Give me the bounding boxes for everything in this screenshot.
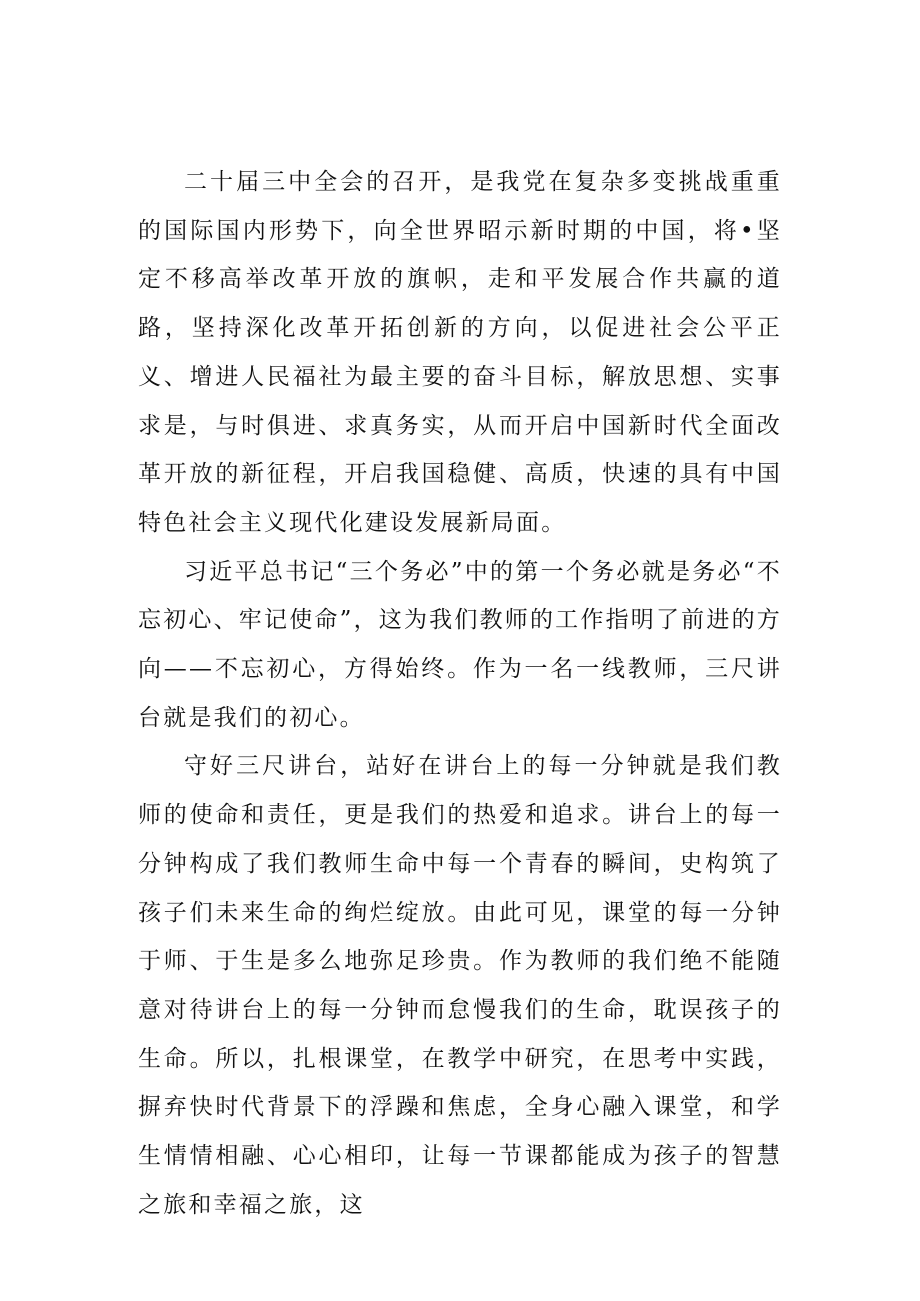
document-body: [138, 158, 782, 1229]
paragraph-3: 守好三尺讲台，站好在讲台上的每一分钟就是我们教师的使命和责任，更是我们的热爱和追求。讲台上的每一分钟构成了我们教师生命中每一个青春的瞬间，史构筑了孩子们未来生命的绚烂绽放。由此可见，课堂的每一分钟于师、于生是多么地弥足珍贵。作为教师的我们绝不能随意对待讲台上的每一分钟而怠慢我们的生命，耽误孩子的生命。所以，扎根课堂，在教学中研究，在思考中实践，摒弃快时代背景下的浮躁和焦虑，全身心融入课堂，和学生情情相融、心心相印，让每一节课都能成为孩子的智慧之旅和幸福之旅，这: [138, 753, 782, 1218]
paragraph-1: 二十届三中全会的召开，是我党在复杂多变挑战重重的国际国内形势下，向全世界昭示新时期的中国，将•坚定不移高举改革开放的旗帜，走和平发展合作共赢的道路，坚持深化改革开拓创新的方向，以促进社会公平正义、增进人民福社为最主要的奋斗目标，解放思想、实事求是，与时俱进、求真务实，从而开启中国新时代全面改革开放的新征程，开启我国稳健、高质，快速的具有中国特色社会主义现代化建设发展新局面。: [138, 169, 782, 536]
paragraph-2: 习近平总书记“三个务必”中的第一个务必就是务必“不忘初心、牢记使命”，这为我们教师的工作指明了前进的方向——不忘初心，方得始终。作为一名一线教师，三尺讲台就是我们的初心。: [138, 558, 782, 731]
